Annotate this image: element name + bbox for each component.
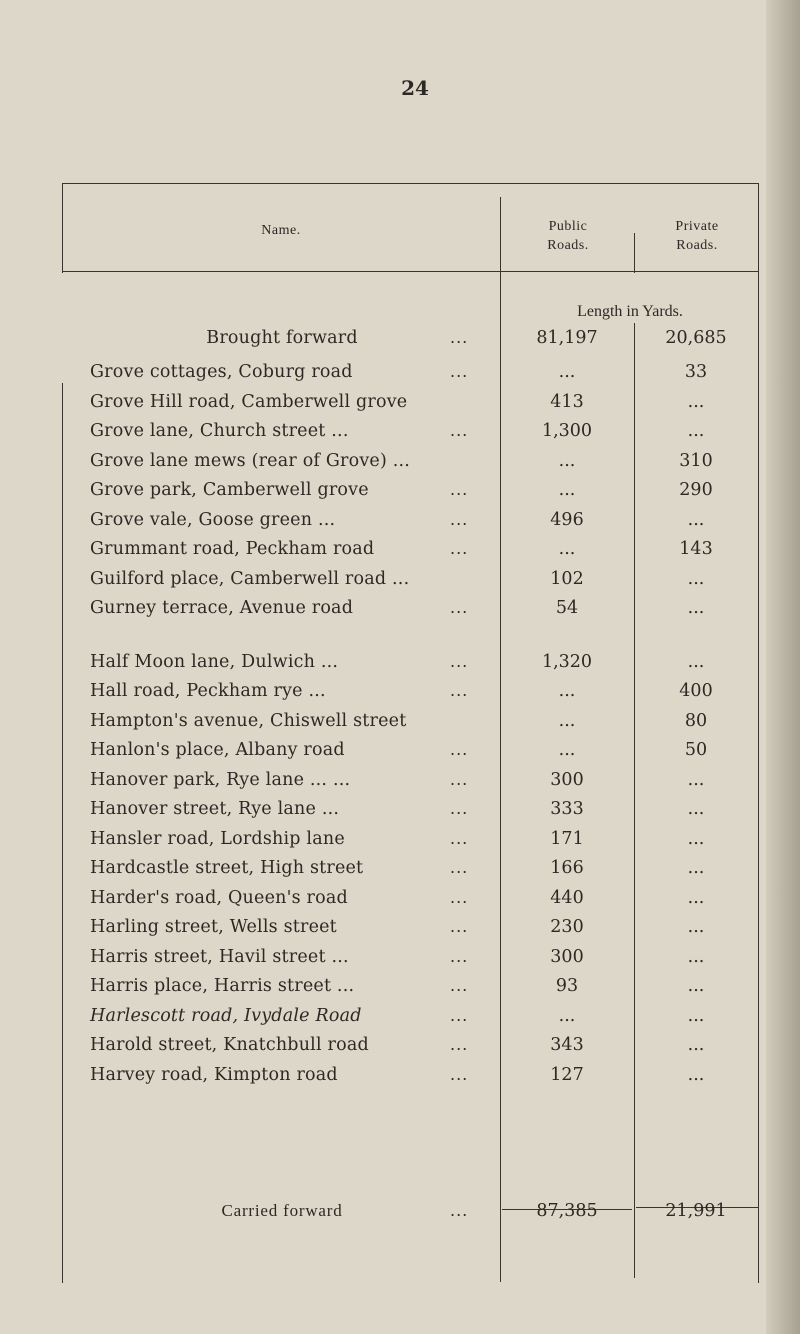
table-row — [62, 976, 758, 1002]
leader-dots: ... — [450, 421, 469, 440]
leader-dots: ... — [450, 828, 469, 848]
public-value: 81,197 — [536, 328, 598, 348]
street-name: Hansler road, Lordship lane — [90, 828, 345, 849]
table-row — [62, 947, 758, 973]
leader-dots: ... — [450, 362, 469, 381]
leader-dots: ... — [450, 887, 469, 907]
table-row — [62, 569, 758, 595]
public-value: 93 — [555, 976, 579, 996]
leader-dots: ... — [450, 799, 469, 818]
private-value: ... — [687, 568, 705, 589]
public-value: ... — [558, 480, 576, 500]
street-name: Hall road, Peckham rye ... — [90, 681, 326, 701]
carried-forward-row — [62, 1201, 758, 1227]
private-value: ... — [687, 799, 705, 819]
table-row — [62, 858, 758, 884]
table-row — [62, 451, 758, 477]
public-value: ... — [558, 450, 576, 471]
street-name: Grove park, Camberwell grove — [90, 480, 369, 500]
street-name: Grove Hill road, Camberwell grove — [90, 391, 408, 412]
private-value: 80 — [684, 710, 708, 731]
table-row — [62, 740, 758, 766]
public-value: ... — [558, 710, 576, 731]
page-edge — [766, 0, 800, 1334]
private-value: ... — [687, 887, 705, 908]
private-value: ... — [687, 1035, 705, 1055]
table-row — [62, 888, 758, 914]
leader-dots: ... — [450, 1201, 469, 1220]
public-value: ... — [558, 681, 576, 701]
public-value: ... — [558, 362, 576, 382]
public-value: 413 — [550, 391, 584, 412]
leader-dots: ... — [450, 651, 469, 671]
leader-dots: ... — [450, 328, 469, 347]
private-value: ... — [687, 946, 705, 967]
unit-label: Length in Yards. — [577, 303, 683, 320]
table-row — [62, 1035, 758, 1061]
table-row — [62, 392, 758, 418]
street-name: Hanover street, Rye lane ... — [90, 799, 340, 819]
public-value: ... — [558, 740, 576, 760]
leader-dots: ... — [450, 598, 469, 617]
leader-dots: ... — [450, 858, 469, 877]
public-value: ... — [558, 1005, 576, 1026]
street-name: Harder's road, Queen's road — [90, 887, 348, 908]
street-name: Harris place, Harris street ... — [90, 976, 355, 996]
table-top-rule — [62, 183, 758, 184]
street-name: Hampton's avenue, Chiswell street — [90, 710, 407, 731]
private-value: ... — [687, 421, 705, 441]
table-row — [62, 362, 758, 388]
private-value: ... — [687, 858, 705, 878]
public-value: 300 — [550, 946, 584, 967]
street-name: Hanlon's place, Albany road — [90, 740, 345, 760]
table-row — [62, 681, 758, 707]
private-value: ... — [687, 917, 705, 937]
table-row — [62, 711, 758, 737]
leader-dots: ... — [450, 681, 469, 700]
street-name: Guilford place, Camberwell road ... — [90, 568, 410, 589]
public-value: 54 — [555, 598, 579, 618]
leader-dots: ... — [450, 1064, 469, 1084]
column-divider-public-head — [634, 233, 635, 273]
table-row — [62, 1065, 758, 1091]
leader-dots: ... — [450, 509, 469, 529]
private-value: 290 — [679, 480, 713, 500]
table-row — [62, 510, 758, 536]
brought-forward-row — [62, 328, 758, 354]
public-value: 440 — [550, 887, 584, 908]
page-number: 24 — [401, 76, 429, 100]
private-value: 400 — [679, 681, 713, 701]
table-row — [62, 770, 758, 796]
private-value: ... — [687, 769, 705, 790]
leader-dots: ... — [450, 539, 469, 558]
public-value: 343 — [550, 1035, 584, 1055]
private-value: 310 — [679, 450, 713, 471]
street-name: Hanover park, Rye lane ... ... — [90, 769, 351, 790]
leader-dots: ... — [450, 1005, 469, 1025]
public-value: 102 — [550, 568, 584, 589]
private-value: ... — [687, 509, 705, 530]
roads-table — [62, 183, 758, 1283]
street-name: Harlescott road, Ivydale Road — [90, 1005, 362, 1026]
street-name: Grove vale, Goose green ... — [90, 509, 336, 530]
table-row — [62, 421, 758, 447]
public-value: 496 — [550, 509, 584, 530]
table-row — [62, 598, 758, 624]
table-row — [62, 652, 758, 678]
public-value: 166 — [550, 858, 584, 878]
street-name: Grove lane mews (rear of Grove) ... — [90, 450, 411, 471]
private-value: ... — [687, 651, 705, 672]
header-private-roads: Private Roads. — [675, 219, 719, 253]
private-value: 20,685 — [665, 328, 727, 348]
table-row — [62, 829, 758, 855]
street-name: Gurney terrace, Avenue road — [90, 598, 354, 618]
leader-dots: ... — [450, 976, 469, 995]
brought-forward-label: Brought forward — [206, 328, 358, 348]
public-value: 1,300 — [541, 421, 593, 441]
header-public-roads: Public Roads. — [547, 219, 589, 253]
public-total: 87,385 — [536, 1201, 598, 1221]
public-value: 1,320 — [541, 651, 593, 672]
public-value: 230 — [550, 917, 584, 937]
private-value: ... — [687, 828, 705, 849]
table-row — [62, 917, 758, 943]
street-name: Grove lane, Church street ... — [90, 421, 349, 441]
street-name: Harvey road, Kimpton road — [90, 1064, 338, 1085]
private-value: ... — [687, 1005, 705, 1026]
private-value: ... — [687, 598, 705, 618]
street-name: Grove cottages, Coburg road — [90, 362, 353, 382]
leader-dots: ... — [450, 1035, 469, 1054]
public-value: 300 — [550, 769, 584, 790]
leader-dots: ... — [450, 946, 469, 966]
table-row — [62, 539, 758, 565]
leader-dots: ... — [450, 917, 469, 936]
private-value: ... — [687, 391, 705, 412]
public-value: ... — [558, 539, 576, 559]
private-value: 143 — [679, 539, 713, 559]
table-row — [62, 799, 758, 825]
street-name: Harris street, Havil street ... — [90, 946, 349, 967]
private-value: 50 — [684, 740, 708, 760]
carried-forward-label: Carried forward — [221, 1201, 343, 1220]
private-total: 21,991 — [665, 1201, 727, 1221]
street-name: Hardcastle street, High street — [90, 858, 364, 878]
header-bottom-rule — [62, 271, 758, 272]
street-name: Grummant road, Peckham road — [90, 539, 375, 559]
leader-dots: ... — [450, 769, 469, 789]
public-value: 171 — [550, 828, 584, 849]
street-name: Harold street, Knatchbull road — [90, 1035, 369, 1055]
public-value: 127 — [550, 1064, 584, 1085]
leader-dots: ... — [450, 740, 469, 759]
right-border — [758, 183, 759, 1283]
private-value: ... — [687, 976, 705, 996]
table-row — [62, 480, 758, 506]
leader-dots: ... — [450, 480, 469, 499]
private-value: ... — [687, 1064, 705, 1085]
table-row — [62, 1006, 758, 1032]
private-value: 33 — [684, 362, 708, 382]
street-name: Harling street, Wells street — [90, 917, 337, 937]
header-name: Name. — [261, 223, 301, 238]
street-name: Half Moon lane, Dulwich ... — [90, 651, 339, 672]
public-value: 333 — [550, 799, 584, 819]
